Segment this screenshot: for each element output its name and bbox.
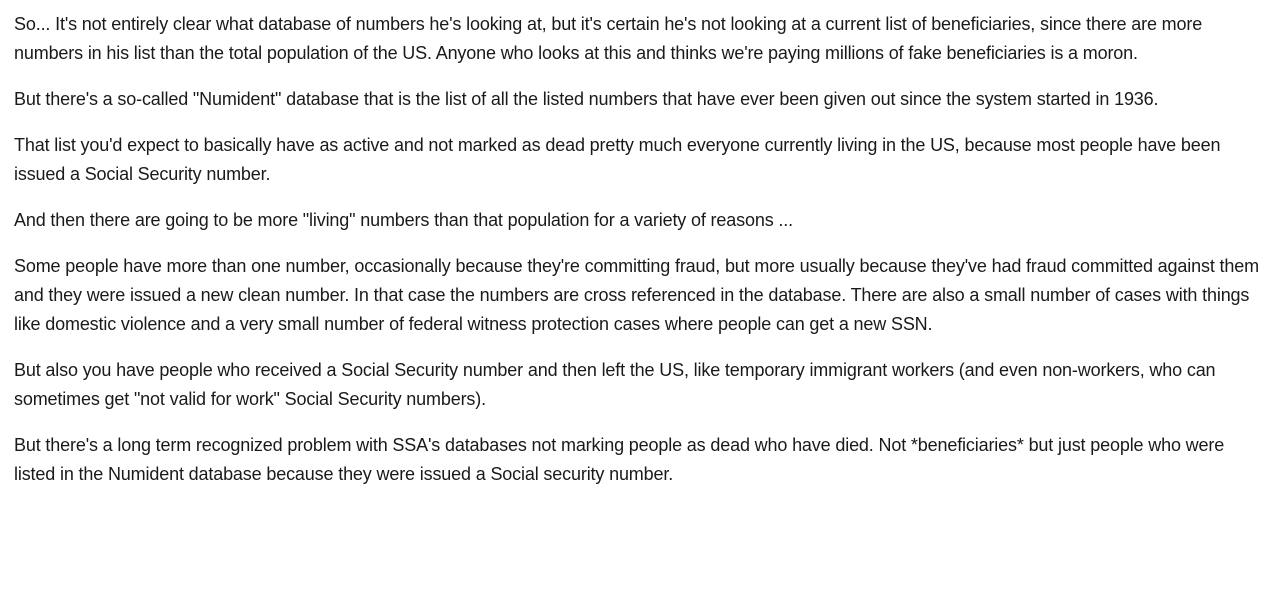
paragraph-3: That list you'd expect to basically have as active and not marked as dead pretty much everyone currently living in the US, because most people have been issued a Social Security number. xyxy=(14,135,1221,184)
paragraph-6: But also you have people who received a Social Security number and then left the US, like temporary immigrant workers (and even non-workers, who can sometimes get "not valid for work" Social Security numbers). xyxy=(14,360,1216,409)
paragraph-1: So... It's not entirely clear what database of numbers he's looking at, but it's certain he's not looking at a current list of beneficiaries, since there are more numbers in his list than the total population of the US. Anyone who looks at this and thinks we're paying millions of fake beneficiaries is a moron. xyxy=(14,14,1203,63)
paragraph-7: But there's a long term recognized problem with SSA's databases not marking people as dead who have died. Not *beneficiaries* but just people who were listed in the Numident database because they were issued a Social security number. xyxy=(14,435,1225,484)
paragraph-4: And then there are going to be more "living" numbers than that population for a variety of reasons ... xyxy=(14,210,793,230)
paragraph-2: But there's a so-called "Numident" database that is the list of all the listed numbers that have ever been given out since the system started in 1936. xyxy=(14,89,1159,109)
paragraph-5: Some people have more than one number, occasionally because they're committing fraud, but more usually because they've had fraud committed against them and they were issued a new clean number. In that case the numbers are cross referenced in the database. There are also a small number of cases with things like domestic violence and a very small number of federal witness protection cases where people can get a new SSN. xyxy=(14,256,1259,334)
